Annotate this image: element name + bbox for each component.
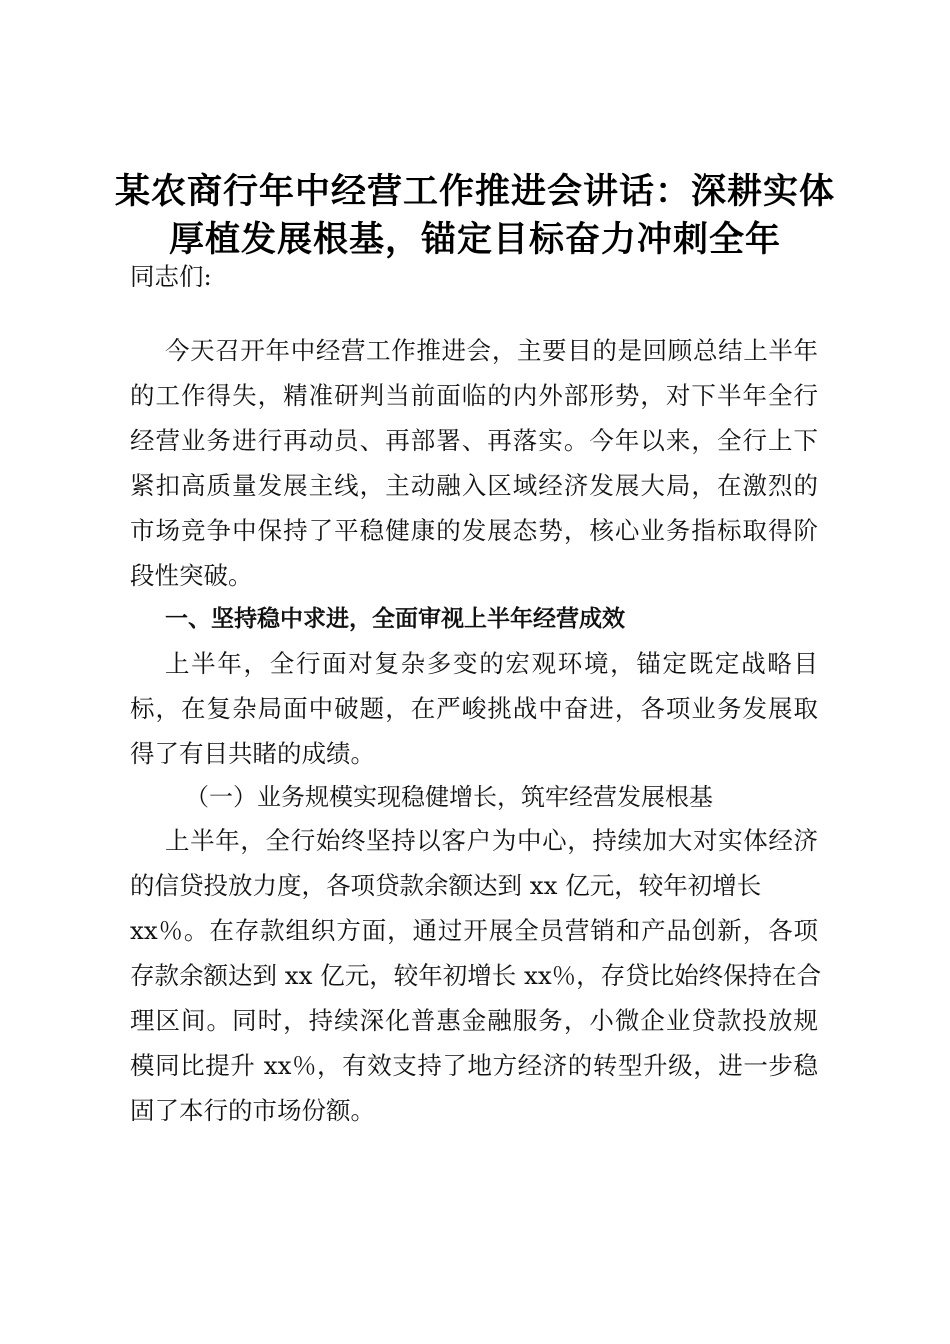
paragraph-3-line-7: 固了本行的市场份额。 [130,1096,375,1125]
subsection-1-heading: （一）业务规模实现稳健增长，筑牢经营发展根基 [185,783,713,811]
paragraph-3-line-4: 存款余额达到 xx 亿元，较年初增长 xx％，存贷比始终保持在合 [130,961,822,990]
paragraph-1-line-4: 紧扣高质量发展主线，主动融入区域经济发展大局，在激烈的 [130,471,818,500]
paragraph-1-line-6: 段性突破。 [130,561,253,590]
paragraph-3-line-3: xx％。在存款组织方面，通过开展全员营销和产品创新，各项 [130,916,818,945]
salutation: 同志们: [130,262,212,291]
title-line-1: 某农商行年中经营工作推进会讲话：深耕实体 [114,172,835,212]
paragraph-2-line-3: 得了有目共睹的成绩。 [130,739,375,768]
paragraph-1-line-5: 市场竞争中保持了平稳健康的发展态势，核心业务指标取得阶 [130,516,818,545]
title-line-2: 厚植发展根基，锚定目标奋力冲刺全年 [168,220,781,260]
paragraph-3-line-2: 的信贷投放力度，各项贷款余额达到 xx 亿元，较年初增长 [130,871,762,900]
paragraph-3-line-1: 上半年，全行始终坚持以客户为中心，持续加大对实体经济 [165,826,818,855]
paragraph-1-line-3: 经营业务进行再动员、再部署、再落实。今年以来，全行上下 [130,426,818,455]
paragraph-3-line-5: 理区间。同时，持续深化普惠金融服务，小微企业贷款投放规 [130,1006,818,1035]
section-1-heading: 一、坚持稳中求进，全面审视上半年经营成效 [165,606,625,632]
paragraph-2-line-2: 标，在复杂局面中破题，在严峻挑战中奋进，各项业务发展取 [130,694,818,723]
paragraph-1-line-2: 的工作得失，精准研判当前面临的内外部形势，对下半年全行 [130,381,818,410]
paragraph-1-line-1: 今天召开年中经营工作推进会，主要目的是回顾总结上半年 [165,336,818,365]
paragraph-2-line-1: 上半年，全行面对复杂多变的宏观环境，锚定既定战略目 [165,649,818,678]
document-title [100,168,850,264]
paragraph-3-line-6: 模同比提升 xx％，有效支持了地方经济的转型升级，进一步稳 [130,1051,818,1080]
